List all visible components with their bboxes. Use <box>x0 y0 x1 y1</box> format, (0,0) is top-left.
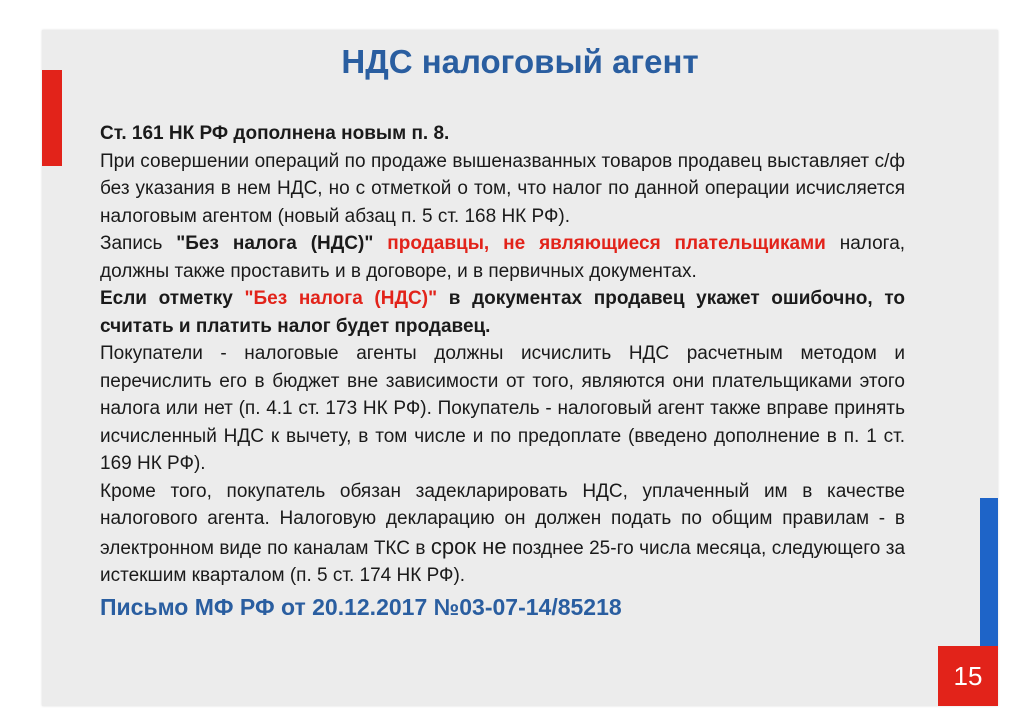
slide-body <box>100 120 905 621</box>
record-highlight: продавцы, не являющиеся плательщиками <box>387 233 826 254</box>
declaration-deadline: срок не <box>430 533 507 559</box>
declaration-part2: позднее 25-го числа месяца, следующего за истекшим кварталом (п. 5 ст. 174 НК РФ). <box>100 537 906 586</box>
record-suffix: налога, должны также проставить и в договоре, и в первичных документах. <box>100 233 906 282</box>
record-quote: "Без налога (НДС)" <box>176 233 374 254</box>
paragraph-heading: Ст. 161 НК РФ дополнена новым п. 8. <box>100 123 450 144</box>
error-prefix: Если отметку <box>100 288 245 309</box>
paragraph-buyers: Покупатели - налоговые агенты должны исчислить НДС расчетным методом и перечислить его в бюджет вне зависимости от того, являются они плательщиками этого налога или нет (п. 4.1 ст. 173 НК РФ). Покупатель - налоговый агент также вправе принять исчисленный НДС к вычету, в том числе и по предоплате (введено дополнение в п. 1 ст. 169 НК РФ). <box>100 343 905 474</box>
paragraph-declaration <box>100 478 905 590</box>
paragraph-error-mark <box>100 285 905 340</box>
slide <box>42 30 998 706</box>
right-blue-accent <box>980 498 998 646</box>
slide-number: 15 <box>953 661 983 691</box>
ministry-letter-reference: Письмо МФ РФ от 20.12.2017 №03-07-14/85218 <box>100 593 622 620</box>
error-suffix: в документах продавец укажет ошибочно, то считать и платить налог будет продавец. <box>100 288 905 337</box>
paragraph-record <box>100 230 905 285</box>
slide-title: НДС налоговый агент <box>341 43 699 80</box>
declaration-part1: Кроме того, покупатель обязан задекларировать НДС, уплаченный им в качестве налогового агента. Налоговую декларацию он должен подать по общим правилам - в электронном виде по каналам ТКС в <box>100 480 905 559</box>
paragraph-invoice: При совершении операций по продаже вышеназванных товаров продавец выставляет с/ф без указания в нем НДС, но с отметкой о том, что налог по данной операции исчисляется налоговым агентом (новый абзац п. 5 ст. 168 НК РФ). <box>100 150 905 227</box>
error-quote: "Без налога (НДС)" <box>244 288 438 309</box>
record-prefix: Запись <box>100 233 177 254</box>
left-accent-bar <box>42 70 62 166</box>
